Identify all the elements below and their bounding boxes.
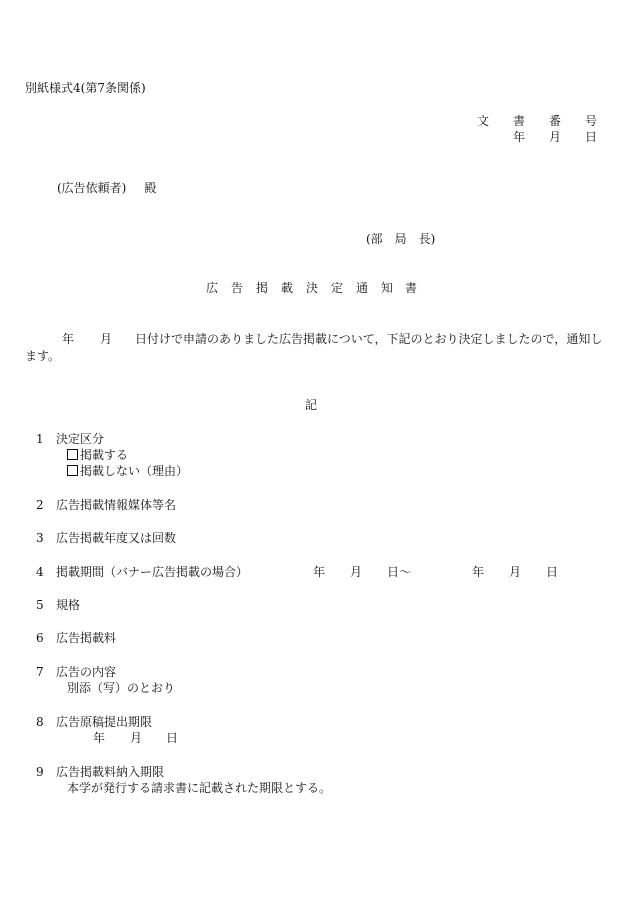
item-label: 広告の内容 (56, 665, 117, 679)
document-title (206, 280, 416, 296)
title-char: 掲 (256, 281, 269, 295)
item-label: 決定区分 (56, 432, 105, 446)
item-label: 広告掲載料 (56, 631, 117, 645)
period-start-month: 月 (350, 565, 363, 579)
period-end-month: 月 (509, 565, 522, 579)
sender: (部 局 長) (366, 232, 436, 246)
item-label: 広告掲載年度又は回数 (56, 531, 177, 545)
title-char: 知 (381, 281, 394, 295)
body-month: 月 (100, 332, 113, 346)
item-media-name (36, 497, 176, 513)
period-start-year: 年 (313, 565, 326, 579)
date-month: 月 (549, 130, 562, 144)
deadline-year: 年 (93, 731, 106, 745)
doc-number-char: 書 (513, 114, 526, 128)
title-char: 告 (231, 281, 244, 295)
item-label: 規格 (56, 598, 81, 612)
item-content (36, 664, 116, 680)
addressee (57, 180, 156, 196)
form-reference: 別紙様式4(第7条関係) (25, 81, 146, 95)
deadline-day: 日 (166, 731, 179, 745)
item-number: 4 (36, 565, 44, 579)
title-char: 定 (331, 281, 344, 295)
date-year: 年 (513, 130, 526, 144)
addressee-honorific: 殿 (144, 181, 157, 195)
ki-heading: 記 (305, 398, 318, 412)
period-end-day: 日 (546, 565, 559, 579)
item-number: 8 (36, 715, 44, 729)
notice-body (25, 331, 607, 365)
title-char: 決 (306, 281, 319, 295)
item-label: 広告掲載情報媒体等名 (56, 498, 177, 512)
title-char: 載 (281, 281, 294, 295)
item-number: 9 (36, 765, 44, 779)
item-year-or-count (36, 530, 176, 546)
item-decision-category (36, 431, 104, 447)
content-detail: 別添（写）のとおり (67, 681, 176, 695)
addressee-name: (広告依頼者) (57, 181, 127, 195)
option-not-publish (67, 463, 188, 479)
item-number: 5 (36, 598, 44, 612)
doc-number-char: 番 (549, 114, 562, 128)
body-year: 年 (62, 332, 75, 346)
item-period (36, 564, 248, 580)
period-end-year: 年 (472, 565, 485, 579)
doc-number-char: 文 (477, 114, 490, 128)
item-fee (36, 630, 116, 646)
item-specification (36, 597, 80, 613)
item-number: 7 (36, 665, 44, 679)
date-day: 日 (585, 130, 598, 144)
doc-number-char: 号 (585, 114, 598, 128)
title-char: 書 (405, 281, 418, 295)
item-payment-deadline (36, 764, 164, 780)
title-char: 広 (206, 281, 219, 295)
item-number: 2 (36, 498, 44, 512)
item-label: 広告掲載料納入期限 (56, 765, 165, 779)
option-label: 掲載する (80, 448, 129, 462)
item-number: 6 (36, 631, 44, 645)
item-number: 3 (36, 531, 44, 545)
period-start-day: 日～ (387, 565, 412, 579)
body-text: 日付けで申請のありました広告掲載について，下記のとおり決定しましたので，通知します。 (25, 332, 603, 363)
title-char: 通 (356, 281, 369, 295)
item-manuscript-deadline (36, 714, 152, 730)
option-publish (67, 447, 128, 463)
item-label: 掲載期間（バナー広告掲載の場合） (56, 565, 249, 579)
checkbox-icon (67, 449, 78, 460)
item-number: 1 (36, 432, 44, 446)
option-label: 掲載しない（理由） (80, 464, 189, 478)
deadline-month: 月 (130, 731, 143, 745)
item-label: 広告原稿提出期限 (56, 715, 153, 729)
checkbox-icon (67, 465, 78, 476)
payment-detail: 本学が発行する請求書に記載された期限とする。 (67, 781, 332, 795)
